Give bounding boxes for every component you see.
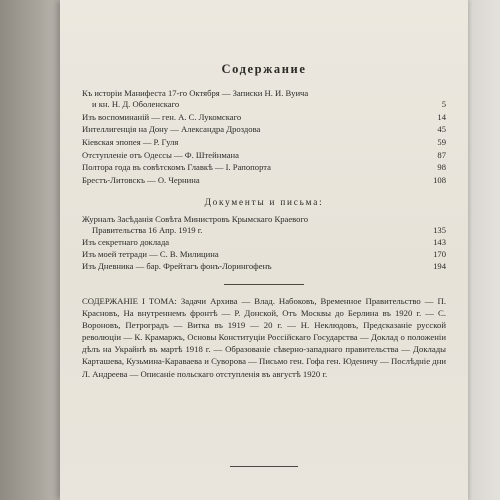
toc-entry-title: Изъ Дневника — бар. Фрейтагъ фонъ-Лорингофенъ (82, 261, 272, 271)
toc-entry (82, 214, 446, 236)
toc-entry-page: 87 (437, 150, 446, 160)
divider-rule-bottom (230, 466, 298, 467)
volume1-heading: СОДЕРЖАНІЕ I ТОМА: (82, 296, 177, 306)
toc-entry (82, 237, 446, 248)
toc-entry-title: Полтора года въ совѣтскомъ Главкѣ — І. Рапопорта (82, 162, 271, 172)
toc-entry (82, 162, 446, 173)
toc-entry-title: Кіевская эпопея — Р. Гуля (82, 137, 179, 147)
volume1-contents (82, 295, 446, 380)
toc-entry-title: Журналъ Засѣданія Совѣта Министровъ Крымскаго Краевого (82, 214, 309, 224)
toc-entry-title: Изъ моей тетради — С. В. Милицина (82, 249, 219, 259)
toc-entry-page: 98 (437, 162, 446, 172)
toc-entry (82, 150, 446, 161)
toc-entry-title: Отступленіе отъ Одессы — Ф. Штейнмана (82, 150, 239, 160)
toc-entry-page: 143 (433, 237, 446, 247)
toc-entry-page: 59 (437, 137, 446, 147)
toc-entry (82, 175, 446, 186)
volume1-text: Задачи Архива — Влад. Набоковъ, Временное Правительство — П. Красновъ, На внутреннемъ фронтѣ — Р. Донской, Отъ Москвы до Берлина въ 1920 г. — С. Вороновъ, Петроградъ — Витка въ 1919 — 20 г. — Н. Неклюдовъ, Предсказаніе русской революціи — К. Крамаржъ, Основы Конституціи Россійскаго Государства — Доклад о положеніи дѣлъ на Украйнѣ въ мартѣ 1918 г. — Образованіе сѣверно-западнаго правительства — Доклады Карташева, Кузьмина-Караваева и Суворова — Письмо ген. Гофа ген. Юденичу — Послѣдніе дни Л. Андреева — Описаніе польскаго отступленія въ августѣ 1920 г. (82, 296, 446, 379)
toc-entry-title: Интеллигенція на Дону — Александра Дроздова (82, 124, 261, 134)
divider-rule (224, 284, 304, 285)
toc-entry-page: 170 (433, 249, 446, 259)
toc-entry-page: 14 (437, 112, 446, 122)
background-left (0, 0, 64, 500)
toc-entry-title: Изъ секретнаго доклада (82, 237, 170, 247)
toc-entry-title-continued: и кн. Н. Д. Оболенскаго (92, 99, 180, 109)
book-page (60, 0, 468, 500)
toc-entry-page: 108 (433, 175, 446, 185)
toc-entry-page: 5 (441, 99, 446, 109)
contents-title: Содержание (221, 62, 307, 76)
toc-entry (82, 124, 446, 135)
documents-title: Документы и письма: (204, 197, 324, 207)
toc-entry (82, 88, 446, 110)
toc-entry (82, 261, 446, 272)
toc-entry (82, 112, 446, 123)
toc-entry-page: 135 (433, 225, 446, 235)
toc-entry-page: 45 (437, 124, 446, 134)
toc-entry (82, 137, 446, 148)
toc-entry (82, 249, 446, 260)
toc-entry-title: Брестъ-Литовскъ — О. Чернина (82, 175, 200, 185)
toc-entry-page: 194 (433, 261, 446, 271)
toc-entry-title: Къ исторіи Манифеста 17-го Октября — Записки Н. И. Вуича (82, 88, 309, 98)
toc-entry-title-continued: Правительства 16 Апр. 1919 г. (92, 225, 203, 235)
toc-entry-title: Изъ воспоминаній — ген. А. С. Лукомскаго (82, 112, 242, 122)
